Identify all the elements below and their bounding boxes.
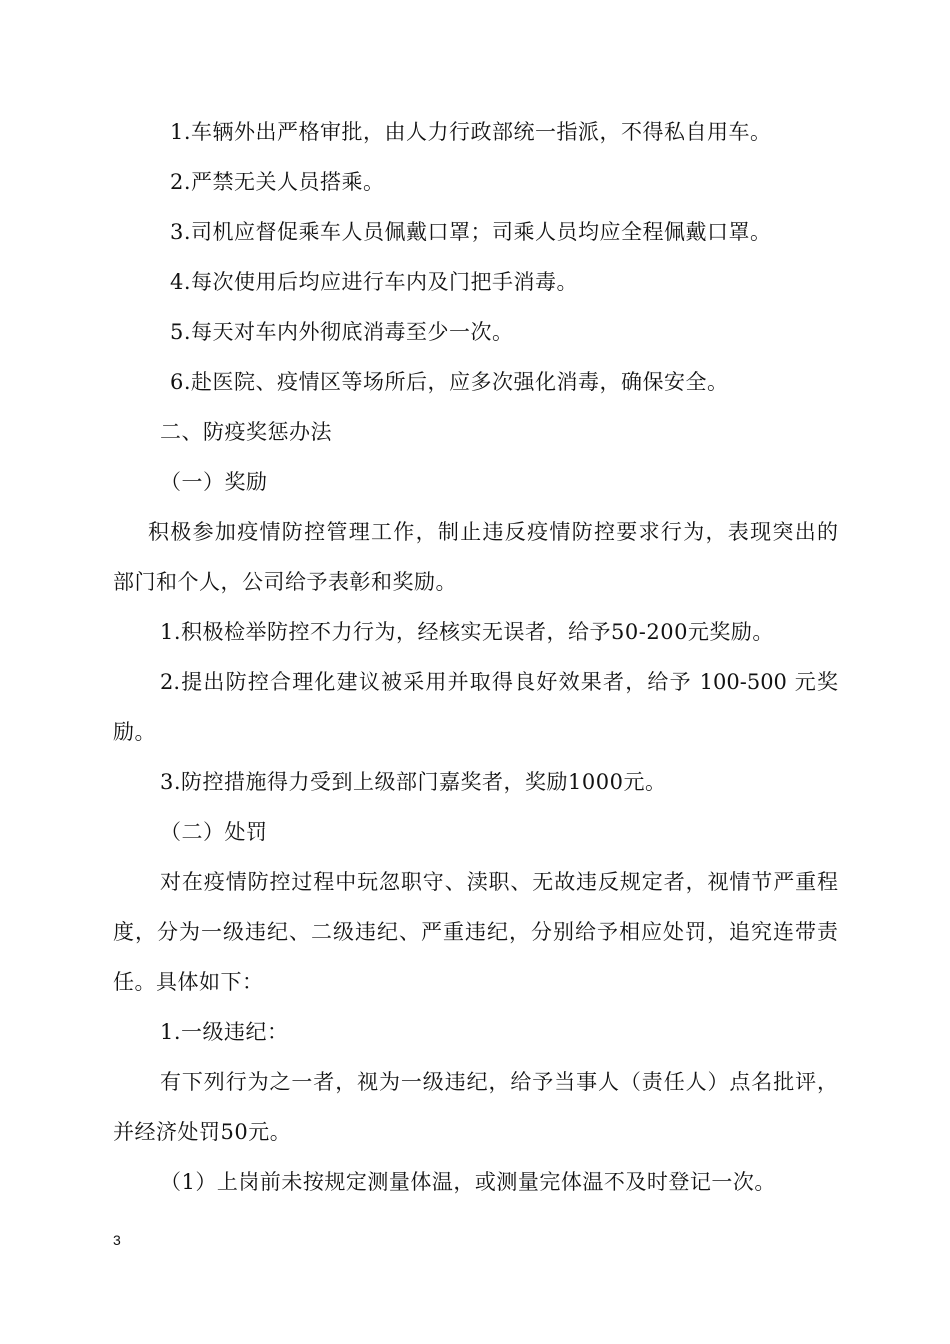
vehicle-rule-3: 3.司机应督促乘车人员佩戴口罩；司乘人员均应全程佩戴口罩。 xyxy=(170,220,772,244)
section-heading-rewards-penalties: 二、防疫奖惩办法 xyxy=(160,420,332,444)
reward-item-1: 1.积极检举防控不力行为，经核实无误者，给予50-200元奖励。 xyxy=(160,620,774,644)
reward-item-2-line-2: 励。 xyxy=(113,720,156,744)
vehicle-rule-4: 4.每次使用后均应进行车内及门把手消毒。 xyxy=(170,270,579,294)
penalties-paragraph-line-1: 对在疫情防控过程中玩忽职守、渎职、无故违反规定者，视情节严重程 xyxy=(160,870,838,894)
penalty-level-1-heading: 1.一级违纪： xyxy=(160,1020,289,1044)
reward-item-3: 3.防控措施得力受到上级部门嘉奖者，奖励1000元。 xyxy=(160,770,667,794)
subsection-heading-penalties: （二）处罚 xyxy=(160,820,268,844)
penalty-level-1-item-1: （1）上岗前未按规定测量体温，或测量完体温不及时登记一次。 xyxy=(160,1170,776,1194)
vehicle-rule-6: 6.赴医院、疫情区等场所后，应多次强化消毒，确保安全。 xyxy=(170,370,729,394)
vehicle-rule-2: 2.严禁无关人员搭乘。 xyxy=(170,170,385,194)
reward-item-2-line-1: 2.提出防控合理化建议被采用并取得良好效果者，给予 100-500 元奖 xyxy=(160,670,838,694)
penalty-level-1-paragraph-line-2: 并经济处罚50元。 xyxy=(113,1120,292,1144)
vehicle-rule-5: 5.每天对车内外彻底消毒至少一次。 xyxy=(170,320,514,344)
rewards-paragraph-line-2: 部门和个人，公司给予表彰和奖励。 xyxy=(113,570,457,594)
penalties-paragraph-line-2: 度，分为一级违纪、二级违纪、严重违纪，分别给予相应处罚，追究连带责 xyxy=(113,920,838,944)
page-number: 3 xyxy=(113,1232,121,1248)
penalty-level-1-paragraph-line-1: 有下列行为之一者，视为一级违纪，给予当事人（责任人）点名批评， xyxy=(160,1070,838,1094)
vehicle-rule-1: 1.车辆外出严格审批，由人力行政部统一指派，不得私自用车。 xyxy=(170,120,772,144)
rewards-paragraph-line-1: 积极参加疫情防控管理工作，制止违反疫情防控要求行为，表现突出的 xyxy=(148,520,838,544)
penalties-paragraph-line-3: 任。具体如下： xyxy=(113,970,264,994)
subsection-heading-rewards: （一）奖励 xyxy=(160,470,268,494)
